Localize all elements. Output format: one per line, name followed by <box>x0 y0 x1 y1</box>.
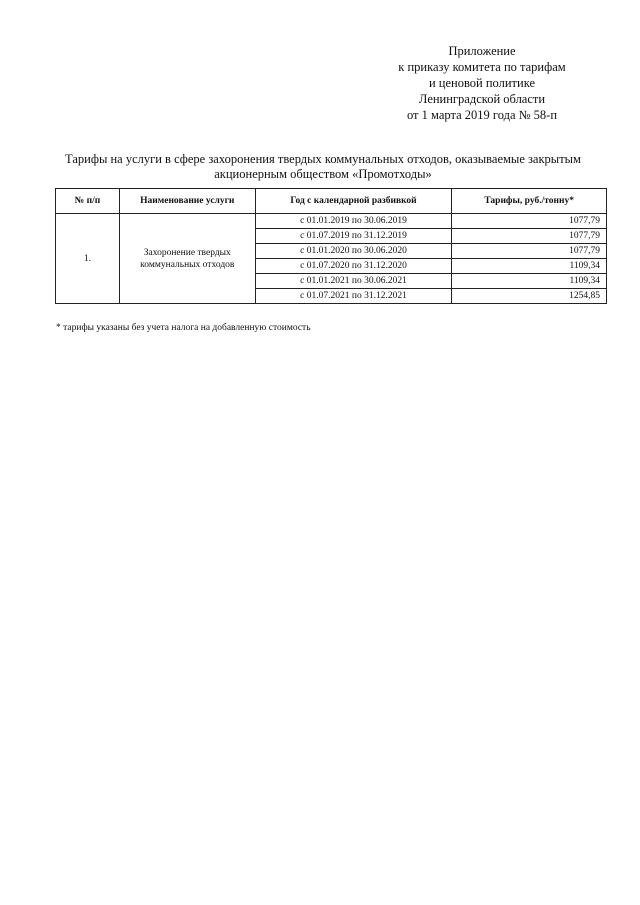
title-line-1: Тарифы на услуги в сфере захоронения твердых коммунальных отходов, оказываемые закрытым <box>65 152 581 166</box>
tariff-cell: 1109,34 <box>452 259 607 274</box>
period-cell: с 01.07.2020 по 31.12.2020 <box>255 259 452 274</box>
header-line: Ленинградской области <box>418 92 546 106</box>
tariff-cell: 1077,79 <box>452 214 607 229</box>
service-name-line: Захоронение твердых <box>143 247 231 258</box>
column-header-number: № п/п <box>56 189 120 214</box>
period-cell: с 01.07.2021 по 31.12.2021 <box>255 289 452 304</box>
column-header-service: Наименование услуги <box>119 189 255 214</box>
column-header-tariff: Тарифы, руб./тонну* <box>452 189 607 214</box>
appendix-header <box>352 43 612 123</box>
table-header-row <box>56 189 607 214</box>
tariff-cell: 1109,34 <box>452 274 607 289</box>
title-line-2: акционерным обществом «Промотходы» <box>214 167 432 181</box>
header-line: к приказу комитета по тарифам <box>398 60 566 74</box>
period-cell: с 01.07.2019 по 31.12.2019 <box>255 229 452 244</box>
header-line: от 1 марта 2019 года № 58-п <box>406 108 558 122</box>
period-cell: с 01.01.2019 по 30.06.2019 <box>255 214 452 229</box>
header-line: и ценовой политике <box>428 76 536 90</box>
column-header-period: Год с календарной разбивкой <box>255 189 452 214</box>
vat-footnote: * тарифы указаны без учета налога на добавленную стоимость <box>56 323 311 333</box>
header-line: Приложение <box>448 44 516 58</box>
period-cell: с 01.01.2020 по 30.06.2020 <box>255 244 452 259</box>
tariff-table <box>55 188 607 304</box>
tariff-cell: 1254,85 <box>452 289 607 304</box>
tariff-cell: 1077,79 <box>452 229 607 244</box>
tariff-cell: 1077,79 <box>452 244 607 259</box>
service-name-line: коммунальных отходов <box>140 259 235 270</box>
row-number: 1. <box>56 214 120 304</box>
service-name <box>119 214 255 304</box>
table-row <box>56 214 607 229</box>
document-title <box>28 152 618 182</box>
period-cell: с 01.01.2021 по 30.06.2021 <box>255 274 452 289</box>
